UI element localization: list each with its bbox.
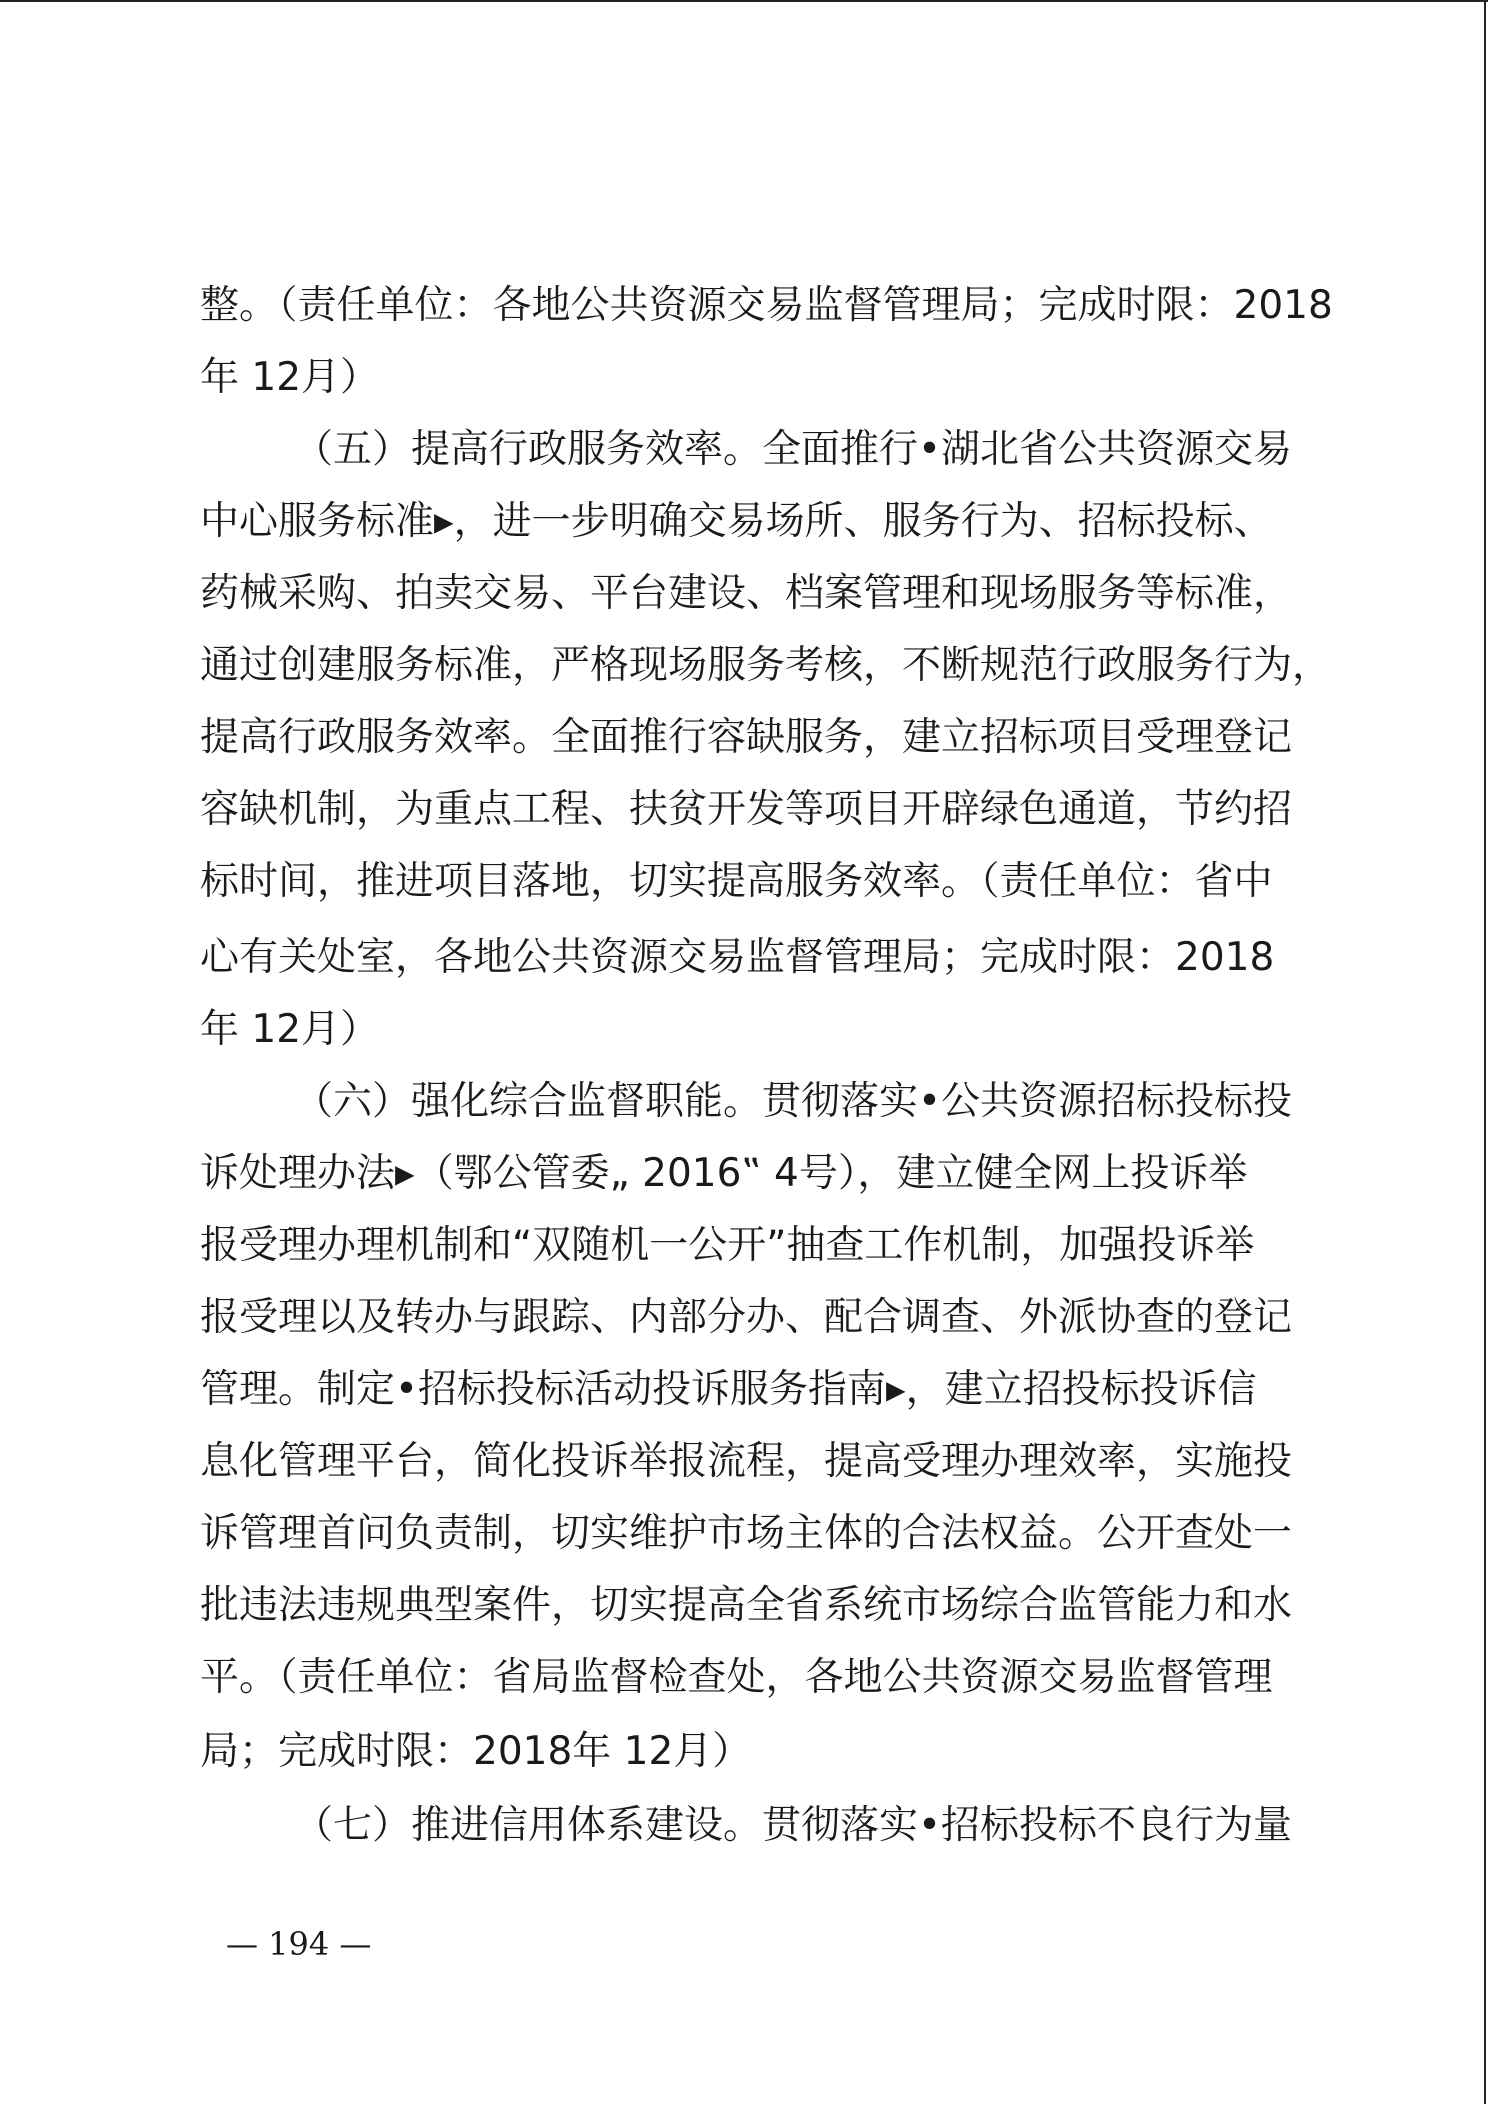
text-line: 心有关处室，各地公共资源交易监督管理局；完成时限：2018 (200, 935, 1275, 980)
text-line: （六）强化综合监督职能。贯彻落实•公共资源招标投标投 (294, 1079, 1293, 1124)
text-line: 报受理办理机制和“双随机一公开”抽查工作机制，加强投诉举 (200, 1223, 1255, 1268)
page-top-border (0, 0, 1488, 2)
text-line: 平。（责任单位：省局监督检查处，各地公共资源交易监督管理 (200, 1655, 1273, 1700)
text-line: （七）推进信用体系建设。贯彻落实•招标投标不良行为量 (294, 1803, 1293, 1848)
text-line: 管理。制定•招标投标活动投诉服务指南▸，建立招投标投诉信 (200, 1367, 1257, 1412)
text-line: 诉管理首问负责制，切实维护市场主体的合法权益。公开查处一 (200, 1511, 1293, 1556)
text-line: 中心服务标准▸，进一步明确交易场所、服务行为、招标投标、 (200, 499, 1273, 544)
text-line: 提高行政服务效率。全面推行容缺服务，建立招标项目受理登记 (200, 715, 1293, 760)
text-line: 诉处理办法▸（鄂公管委„ 2016‟ 4号），建立健全网上投诉举 (200, 1151, 1248, 1196)
text-line: 标时间，推进项目落地，切实提高服务效率。（责任单位：省中 (200, 859, 1273, 904)
page-number: — 194 — (226, 1925, 372, 1963)
text-line: 局；完成时限：2018年 12月） (200, 1729, 752, 1774)
text-line: 药械采购、拍卖交易、平台建设、档案管理和现场服务等标准， (200, 571, 1293, 616)
text-line: 通过创建服务标准，严格现场服务考核，不断规范行政服务行为， (200, 643, 1332, 688)
text-line: 报受理以及转办与跟踪、内部分办、配合调查、外派协查的登记 (200, 1295, 1293, 1340)
text-line: 整。（责任单位：各地公共资源交易监督管理局；完成时限：2018 (200, 283, 1333, 328)
text-line: 年 12月） (200, 1007, 380, 1052)
page-right-border (1484, 0, 1486, 2104)
text-line: 容缺机制，为重点工程、扶贫开发等项目开辟绿色通道，节约招 (200, 787, 1293, 832)
text-line: （五）提高行政服务效率。全面推行•湖北省公共资源交易 (294, 427, 1293, 472)
text-line: 年 12月） (200, 355, 380, 400)
text-line: 息化管理平台，简化投诉举报流程，提高受理办理效率，实施投 (200, 1439, 1293, 1484)
text-line: 批违法违规典型案件，切实提高全省系统市场综合监管能力和水 (200, 1583, 1293, 1628)
